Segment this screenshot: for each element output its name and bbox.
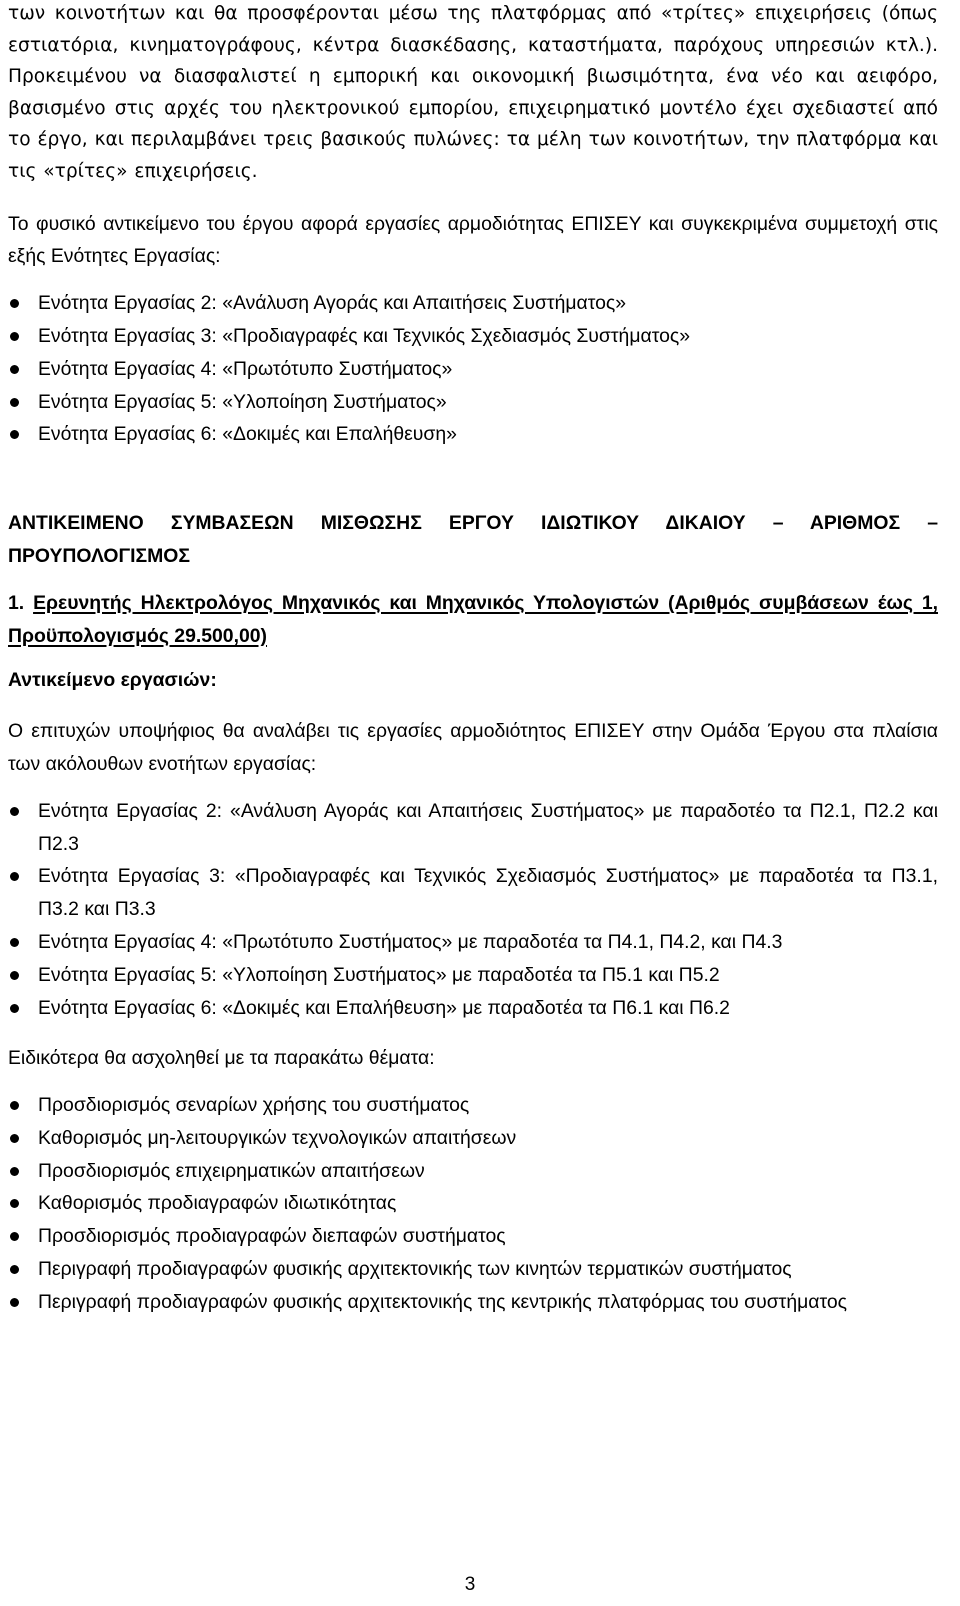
bullet-icon: [10, 1134, 19, 1143]
list-item: Καθορισμός προδιαγραφών ιδιωτικότητας: [8, 1187, 938, 1220]
position-heading: [8, 587, 938, 653]
position-title: Ερευνητής Ηλεκτρολόγος Μηχανικός και Μηχανικός Υπολογιστών (Αριθμός συμβάσεων έως 1, Προϋπολογισμός 29.500,00): [8, 591, 938, 647]
list-item: Ενότητα Εργασίας 4: «Πρωτότυπο Συστήματος» με παραδοτέα τα Π4.1, Π4.2, και Π4.3: [8, 926, 938, 959]
bullet-icon: [10, 938, 19, 947]
list-item: Προσδιορισμός σεναρίων χρήσης του συστήματος: [8, 1089, 938, 1122]
work-packages-list: [8, 287, 938, 451]
bullet-icon: [10, 1298, 19, 1307]
bullet-icon: [10, 398, 19, 407]
bullet-icon: [10, 1232, 19, 1241]
candidate-paragraph: Ο επιτυχών υποψήφιος θα αναλάβει τις εργασίες αρμοδιότητος ΕΠΙΣΕΥ στην Ομάδα Έργου στα πλαίσια των ακόλουθων ενοτήτων εργασίας:: [8, 720, 938, 775]
bullet-icon: [10, 299, 19, 308]
bullet-icon: [10, 971, 19, 980]
bullet-icon: [10, 430, 19, 439]
intro-paragraph: των κοινοτήτων και θα προσφέρονται μέσω της πλατφόρμας από «τρίτες» επιχειρήσεις (όπως εστιατόρια, κινηματογράφους, κέντρα διασκέδασης, καταστήματα, παρόχους υπηρεσιών κτλ.). Προκειμένου να διασφαλιστεί η εμπορική και οικονομική βιωσιμότητα, ένα νέο και αειφόρο, βασισμένο στις αρχές του ηλεκτρονικού εμπορίου, επιχειρηματικό μοντέλο έχει σχεδιαστεί από το έργο, και περιλαμβάνει τρεις βασικούς πυλώνες: τα μέλη των κοινοτήτων, την πλατφόρμα και τις «τρίτες» επιχειρήσεις.: [8, 3, 938, 182]
tasks-label: Αντικείμενο εργασιών:: [8, 669, 217, 692]
list-item: Καθορισμός μη-λειτουργικών τεχνολογικών απαιτήσεων: [8, 1122, 938, 1155]
list-item: Ενότητα Εργασίας 5: «Υλοποίηση Συστήματος»: [8, 386, 938, 419]
list-item: Περιγραφή προδιαγραφών φυσικής αρχιτεκτονικής των κινητών τερματικών συστήματος: [8, 1253, 938, 1286]
bullet-icon: [10, 1101, 19, 1110]
list-item: Ενότητα Εργασίας 2: «Ανάλυση Αγοράς και Απαιτήσεις Συστήματος» με παραδοτέο τα Π2.1, Π2.2 και Π2.3: [8, 795, 938, 861]
bullet-icon: [10, 365, 19, 374]
deliverables-list: [8, 795, 938, 1025]
bullet-icon: [10, 807, 19, 816]
list-item: Ενότητα Εργασίας 3: «Προδιαγραφές και Τεχνικός Σχεδιασμός Συστήματος» με παραδοτέα τα Π3.1, Π3.2 και Π3.3: [8, 860, 938, 926]
list-item: Ενότητα Εργασίας 4: «Πρωτότυπο Συστήματος»: [8, 353, 938, 386]
object-paragraph: Το φυσικό αντικείμενο του έργου αφορά εργασίες αρμοδιότητας ΕΠΙΣΕΥ και συγκεκριμένα συμμετοχή στις εξής Ενότητες Εργασίας:: [8, 212, 938, 268]
topics-intro: Ειδικότερα θα ασχοληθεί με τα παρακάτω θέματα:: [8, 1047, 435, 1070]
page-number: 3: [464, 1574, 476, 1595]
list-item: Ενότητα Εργασίας 6: «Δοκιμές και Επαλήθευση»: [8, 418, 938, 451]
section-heading: ΑΝΤΙΚΕΙΜΕΝΟ ΣΥΜΒΑΣΕΩΝ ΜΙΣΘΩΣΗΣ ΕΡΓΟΥ ΙΔΙΩΤΙΚΟΥ ΔΙΚΑΙΟΥ – ΑΡΙΘΜΟΣ – ΠΡΟΥΠΟΛΟΓΙΣΜΟΣ: [8, 512, 938, 567]
list-item: Ενότητα Εργασίας 2: «Ανάλυση Αγοράς και Απαιτήσεις Συστήματος»: [8, 287, 938, 320]
bullet-icon: [10, 872, 19, 881]
document-page: [8, 0, 938, 1319]
list-item: Ενότητα Εργασίας 6: «Δοκιμές και Επαλήθευση» με παραδοτέα τα Π6.1 και Π6.2: [8, 992, 938, 1025]
bullet-icon: [10, 1265, 19, 1274]
list-item: Περιγραφή προδιαγραφών φυσικής αρχιτεκτονικής της κεντρικής πλατφόρμας του συστήματος: [8, 1286, 938, 1319]
list-item: Προσδιορισμός επιχειρηματικών απαιτήσεων: [8, 1155, 938, 1188]
bullet-icon: [10, 1167, 19, 1176]
bullet-icon: [10, 332, 19, 341]
bullet-icon: [10, 1004, 19, 1013]
list-item: Ενότητα Εργασίας 3: «Προδιαγραφές και Τεχνικός Σχεδιασμός Συστήματος»: [8, 320, 938, 353]
topics-list: [8, 1089, 938, 1319]
position-number: 1.: [8, 591, 25, 614]
list-item: Ενότητα Εργασίας 5: «Υλοποίηση Συστήματος» με παραδοτέα τα Π5.1 και Π5.2: [8, 959, 938, 992]
bullet-icon: [10, 1199, 19, 1208]
list-item: Προσδιορισμός προδιαγραφών διεπαφών συστήματος: [8, 1220, 938, 1253]
